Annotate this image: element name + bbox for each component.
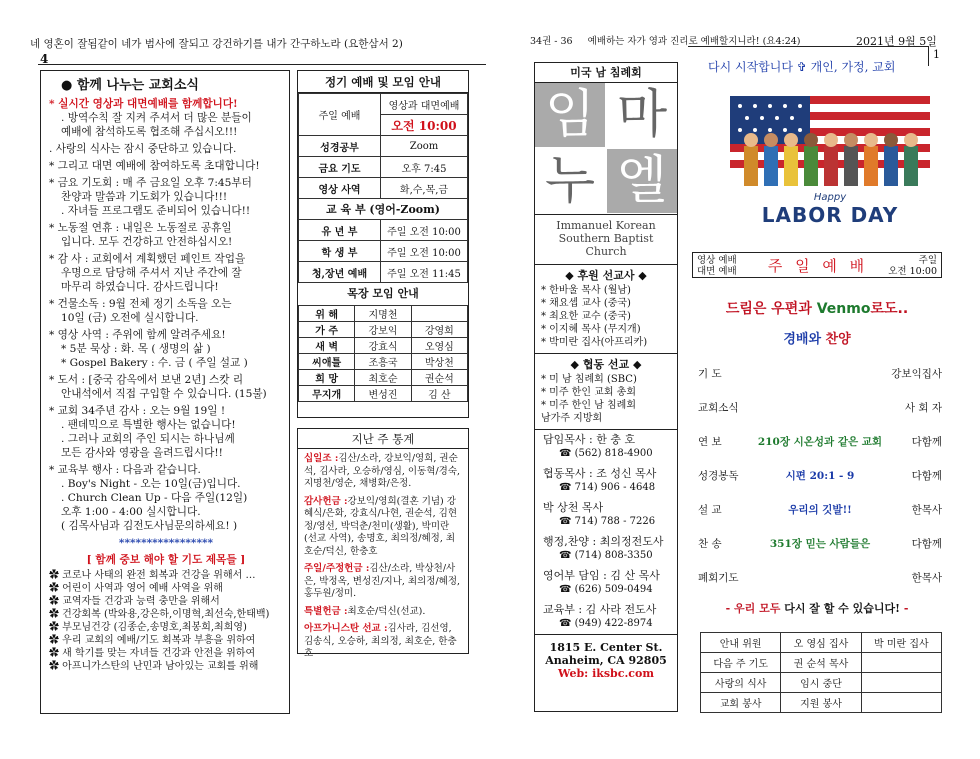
table-cell: 위 해	[299, 306, 355, 322]
weekly-section	[304, 453, 462, 491]
logo-char-1: 임	[535, 83, 605, 147]
table-cell: 화,수,목,금	[381, 178, 468, 199]
issue-number: 34권 - 36	[530, 36, 573, 47]
closing-3: -	[903, 602, 909, 615]
coop-item: * 미주 한인 남 침례회	[541, 400, 636, 411]
service-schedule-title: 정기 예배 및 모임 안내	[298, 71, 468, 93]
news-item	[49, 252, 283, 294]
staff-role: 행정,찬양 : 최의정전도사	[543, 535, 664, 548]
prayer-item: ✿ 우리 교회의 예배/기도 회복과 부흥을 위하여	[49, 635, 256, 646]
website-link[interactable]: Web: iksbc.com	[558, 667, 654, 680]
table-cell: 박상천	[411, 354, 467, 370]
news-item-lead: * 그리고 대면 예배에 참여하도록 초대합니다!	[49, 160, 260, 172]
coop-section	[535, 354, 677, 430]
staff-phone: ☎ (949) 422-8974	[559, 618, 653, 629]
table-cell	[411, 306, 467, 322]
table-row	[701, 633, 942, 653]
order-row	[698, 468, 942, 490]
table-cell: 박 미란 집사	[861, 633, 941, 653]
table-row	[299, 306, 468, 322]
denomination: 미국 남 침례회	[535, 63, 677, 83]
news-item-line: . Church Clean Up - 다음 주일(12일)	[61, 492, 248, 504]
prayer-item: ✿ 아프니가스탄의 난민과 남아있는 교회를 위해	[49, 661, 259, 672]
staff-phone: ☎ 714) 788 - 7226	[559, 516, 656, 527]
motto: 다시 시작합니다 ✞ 개인, 가정, 교회	[708, 60, 896, 74]
weekly-stats-box	[297, 428, 469, 659]
table-cell: 유 년 부	[299, 220, 381, 241]
table-cell: 강영희	[411, 322, 467, 338]
news-item-line: 안내석에서 직접 구입할 수 있습니다. (15불)	[61, 388, 267, 400]
table-cell: 오후 7:45	[381, 157, 468, 178]
table-cell: 주일 오전 10:00	[381, 220, 468, 241]
prayer-item: ✿ 어린이 사역과 영어 예배 사역을 위해	[49, 583, 223, 594]
banner-happy: Happy	[813, 192, 847, 203]
staff-phone: ☎ (562) 818-4900	[559, 448, 653, 459]
offering-text-3: 로도..	[870, 301, 909, 317]
sunday-note: 영상과 대면예배	[381, 94, 468, 115]
table-cell: 금요 기도	[299, 157, 381, 178]
news-item-lead: * 실시간 영상과 대면예배를 함께합니다!	[49, 98, 238, 110]
order-person: 강보익집사	[891, 368, 942, 380]
praise-1: 경배와	[783, 332, 822, 347]
missionary-item: * 박미란 집사(아프리카)	[541, 337, 648, 348]
address-line: Anaheim, CA 92805	[545, 654, 667, 667]
table-row	[299, 354, 468, 370]
table-cell	[861, 693, 941, 713]
staff-role: 박 상천 목사	[543, 501, 604, 514]
news-item-line: 우명으로 담당해 주셔서 지난 주간에 잘	[61, 267, 242, 279]
missionary-item: * 한바울 목사 (월남)	[541, 285, 631, 296]
coop-title: ◆ 협동 선교 ◆	[570, 358, 642, 371]
table-cell: 안내 위원	[701, 633, 781, 653]
table-row	[299, 262, 468, 283]
missionaries-title: ◆ 후원 선교사 ◆	[565, 269, 647, 282]
table-row	[701, 693, 942, 713]
closing-2: 다시 잘 할 수 있습니다!	[784, 602, 900, 615]
sunday-time: 오전 10:00	[381, 115, 468, 136]
order-item: 성경봉독	[698, 470, 739, 482]
table-cell: 주일 오전 11:45	[381, 262, 468, 283]
news-item-lead: * 도서 : [중국 감옥에서 보낸 2년] 스캇 리	[49, 374, 244, 386]
top-verse: 네 영혼이 잘됨같이 네가 범사에 잘되고 강건하기를 내가 간구하노라 (요한삼서 2)	[30, 38, 403, 50]
news-item-line: * 5분 묵상 : 화. 목 ( 생명의 삶 )	[61, 343, 211, 355]
table-cell	[861, 653, 941, 673]
weekly-text: 강보익/영희(결혼 기념) 강혜식/은화, 강효식/나현, 권순석, 김현정/영선, 박덕춘/천미(생활), 박미란(선교 사역), 송명호, 최의정/혜정, 최호순/덕신, 한충호	[304, 495, 457, 557]
news-item-lead: * 건물소독 : 9월 전체 정기 소독을 오는	[49, 298, 232, 310]
table-cell: 권순석	[411, 370, 467, 386]
english-name-line: Southern Baptist	[558, 232, 654, 245]
order-item: 폐회기도	[698, 572, 739, 584]
table-row	[299, 338, 468, 354]
table-row	[299, 322, 468, 338]
coop-item: * 미 남 침례회 (SBC)	[541, 374, 637, 385]
service-table	[298, 93, 468, 283]
news-item	[49, 297, 283, 325]
table-cell: 새 벽	[299, 338, 355, 354]
news-item	[49, 221, 283, 249]
table-cell: 강보익	[355, 322, 411, 338]
news-item-line: ( 김목사님과 김전도사님문의하세요! )	[61, 520, 238, 532]
table-cell: 지원 봉사	[781, 693, 861, 713]
staff-item	[535, 532, 677, 566]
table-cell: 교회 봉사	[701, 693, 781, 713]
prayer-item: ✿ 새 학기를 맞는 자녀들 건강과 안전을 위하여	[49, 648, 256, 659]
weekly-text: 김사라, 김선영, 김송식, 오승하, 최의정, 최호순, 한충호	[304, 623, 457, 659]
weekly-label: 아프가니스탄 선교 :	[304, 623, 388, 634]
order-detail: 시편 20:1 - 9	[785, 470, 855, 482]
news-item-line: 마무리 하였습니다. 감사드립니다!	[61, 281, 219, 293]
news-title: ● 함께 나누는 교회소식	[61, 78, 199, 93]
praise-label	[692, 328, 942, 347]
weekly-label: 주일/주정헌금 :	[304, 563, 370, 574]
news-item-lead: . 사랑의 식사는 잠시 중단하고 있습니다.	[49, 143, 237, 155]
weekly-section	[304, 496, 462, 559]
news-item-line: 입니다. 모두 건강하고 안전하십시오!	[61, 236, 233, 248]
table-row	[299, 136, 468, 157]
news-item-line: 10일 (금) 오전에 실시합니다.	[61, 312, 199, 324]
table-cell: 변성진	[355, 386, 411, 402]
order-person: 한목사	[911, 572, 942, 584]
news-item-line: 오후 1:00 - 4:00 실시합니다.	[61, 506, 201, 518]
staff-item	[535, 430, 677, 464]
news-item	[49, 176, 283, 218]
table-cell: 가 주	[299, 322, 355, 338]
table-row	[299, 220, 468, 241]
order-person: 다함께	[911, 538, 942, 550]
order-item: 찬 송	[698, 538, 722, 550]
news-item-line: . 방역수칙 잘 지켜 주셔서 더 많은 분들이	[61, 112, 252, 124]
prayer-item: ✿ 건강회복 (박와용,강은하,이명혁,최선숙,한태백)	[49, 609, 270, 620]
service-schedule-box	[297, 70, 469, 418]
news-item	[49, 373, 283, 401]
center-verse: 예배하는 자가 영과 진리로 예배할지니라! (요4:24)	[587, 36, 801, 47]
venmo-text: Venmo	[816, 301, 871, 317]
page-number-right: 1	[933, 48, 940, 61]
weekly-section	[304, 563, 462, 601]
table-cell: 오 영심 집사	[781, 633, 861, 653]
missionary-item: * 최요한 교수 (중국)	[541, 311, 631, 322]
english-name	[535, 215, 677, 265]
table-row	[701, 673, 942, 693]
staff-role: 영어부 담임 : 김 산 목사	[543, 569, 660, 582]
stars-divider: *****************	[118, 537, 214, 549]
table-cell: 주일 오전 10:00	[381, 241, 468, 262]
staff-role: 협동목사 : 조 성신 목사	[543, 467, 657, 480]
header-left-1: 영상 예배	[697, 255, 737, 266]
logo-char-3: 누	[544, 151, 596, 211]
order-item: 기 도	[698, 368, 722, 380]
header-right-1: 주일	[918, 255, 937, 266]
order-person: 한목사	[911, 504, 942, 516]
divider	[928, 46, 929, 66]
table-row	[701, 653, 942, 673]
news-item-lead: * 교회 34주년 감사 : 오는 9월 19일 !	[49, 405, 226, 417]
weekly-text: 김산/소라, 강보익/영희, 권순석, 김사라, 오승하/영심, 이동혁/경숙, 지명천/영순, 채병화/은정.	[304, 453, 461, 489]
order-item: 설 교	[698, 504, 722, 516]
staff-item	[535, 498, 677, 532]
center-header	[530, 33, 801, 47]
order-row	[698, 434, 942, 456]
offering-notice	[692, 298, 942, 318]
coop-item: 남가주 지방회	[541, 413, 603, 424]
church-address	[535, 635, 677, 686]
staff-phone: ☎ (626) 509-0494	[559, 584, 653, 595]
english-name-line: Church	[585, 245, 627, 258]
news-item-lead: * 교육부 행사 : 다음과 같습니다.	[49, 464, 201, 476]
table-cell: 권 순석 목사	[781, 653, 861, 673]
news-item	[49, 97, 283, 139]
weekly-section	[304, 606, 462, 619]
coop-item: * 미주 한인 교회 총회	[541, 387, 636, 398]
news-item-line: . 그러나 교회의 주인 되시는 하나님께	[61, 433, 235, 445]
order-person: 다함께	[911, 436, 942, 448]
staff-item	[535, 464, 677, 498]
bulletin-date: 2021년 9월 5일	[856, 35, 937, 48]
weekly-text: 최호순/덕신(선교).	[347, 605, 426, 617]
weekly-label: 감사헌금 :	[304, 495, 348, 507]
news-item-lead: * 금요 기도회 : 매 주 금요일 오후 7:45부터	[49, 177, 252, 189]
prayer-list	[49, 569, 283, 673]
staff-item	[535, 566, 677, 600]
missionaries-section	[535, 265, 677, 354]
staff-list	[535, 430, 677, 635]
order-detail: 351장 믿는 사람들은	[769, 538, 871, 550]
table-row	[299, 370, 468, 386]
weekly-text: 김산/소라, 박상천/사은, 박정옥, 변성진/지나, 최의정/혜정, 홍두원/정미.	[304, 563, 461, 599]
header-title: 주 일 예 배	[767, 257, 869, 275]
offering-text-1: 드림은 우편과	[725, 301, 812, 317]
header-left-2: 대면 예배	[697, 266, 737, 277]
banner-labor-day: LABOR DAY	[761, 203, 899, 227]
table-cell: 희 망	[299, 370, 355, 386]
news-item-lead: * 영상 사역 : 주위에 함께 알려주세요!	[49, 329, 226, 341]
news-item	[49, 404, 283, 460]
news-item-line: . 자녀들 프로그램도 준비되어 있습니다!!	[61, 205, 251, 217]
zone-table	[298, 305, 468, 402]
english-name-line: Immanuel Korean	[556, 219, 656, 232]
praise-2: 찬양	[825, 332, 851, 347]
news-item-line: . 팬데믹으로 특별한 행사는 없습니다!	[61, 419, 236, 431]
prayer-item: ✿ 부모님건강 (김종순,송명호,최봉희,최희영)	[49, 622, 247, 633]
order-row	[698, 570, 942, 592]
order-row	[698, 536, 942, 558]
duty-table	[700, 632, 942, 713]
divider	[688, 46, 928, 47]
sunday-label: 주일 예배	[299, 94, 381, 136]
table-cell: 임시 중단	[781, 673, 861, 693]
staff-phone: ☎ 714) 906 - 4648	[559, 482, 656, 493]
table-cell: Zoom	[381, 136, 468, 157]
news-list	[49, 97, 283, 533]
page-number-left: 4	[40, 52, 49, 66]
news-item-line: 모든 감사와 영광을 올려드립시다!!	[61, 447, 223, 459]
closing-1: - 우리 모두	[725, 602, 781, 615]
staff-phone: ☎ (714) 808-3350	[559, 550, 653, 561]
weekly-stats-body	[298, 449, 468, 670]
prayer-title: [ 함께 중보 해야 할 기도 제목들 ]	[86, 554, 246, 566]
news-item	[49, 328, 283, 370]
table-cell: 오영심	[411, 338, 467, 354]
news-item-lead: * 노동절 연휴 : 내일은 노동절로 공휴일	[49, 222, 232, 234]
news-item-line: 예배에 참석하도록 협조해 주십시오!!!	[61, 126, 238, 138]
divider	[38, 64, 486, 65]
closing-message	[692, 600, 942, 616]
order-row	[698, 400, 942, 422]
order-detail: 우리의 깃발!!	[788, 504, 852, 516]
table-cell: 무지개	[299, 386, 355, 402]
table-cell: 지명천	[355, 306, 411, 322]
edu-title: 교 육 부 (영어-Zoom)	[299, 199, 468, 220]
news-item-line: * Gospel Bakery : 수. 금 ( 주일 설교 )	[61, 357, 248, 369]
table-cell: 조흥국	[355, 354, 411, 370]
table-cell: 다음 주 기도	[701, 653, 781, 673]
table-cell: 성경공부	[299, 136, 381, 157]
labor-day-banner	[720, 86, 940, 244]
prayer-item: ✿ 코로나 사태의 완전 회복과 건강을 위해서 …	[49, 570, 256, 581]
table-cell: 영상 사역	[299, 178, 381, 199]
order-person: 다함께	[911, 470, 942, 482]
order-row	[698, 366, 942, 388]
news-item	[49, 463, 283, 533]
table-cell: 최호순	[355, 370, 411, 386]
logo-char-2: 마	[616, 85, 668, 145]
zone-title: 목장 모임 안내	[347, 287, 419, 300]
table-row	[299, 178, 468, 199]
order-person: 사 회 자	[904, 402, 942, 414]
table-row	[299, 157, 468, 178]
table-cell: 사랑의 식사	[701, 673, 781, 693]
staff-role: 교육부 : 김 사라 전도사	[543, 603, 657, 616]
weekly-label: 특별헌금 :	[304, 605, 348, 617]
missionary-item: * 채요셉 교사 (중국)	[541, 298, 631, 309]
church-info-box	[534, 62, 678, 712]
news-item	[49, 142, 283, 156]
table-row	[299, 241, 468, 262]
table-cell: 씨애틀	[299, 354, 355, 370]
table-cell: 강효식	[355, 338, 411, 354]
prayer-item: ✿ 교역자들 건강과 능력 충만을 위해서	[49, 596, 220, 607]
weekly-label: 십일조 :	[304, 453, 339, 464]
news-item-line: 찬양과 말씀과 기도회가 있습니다!!!	[61, 191, 228, 203]
header-right-2: 오전 10:00	[888, 266, 937, 277]
table-cell: 청,장년 예배	[299, 262, 381, 283]
order-detail: 210장 시온성과 같은 교회	[757, 436, 883, 448]
address-line: 1815 E. Center St.	[549, 641, 663, 654]
order-item: 연 보	[698, 436, 722, 448]
news-item-lead: * 감 사 : 교회에서 계획했던 페인트 작업을	[49, 253, 246, 265]
logo-char-4: 엘	[607, 149, 677, 213]
weekly-stats-title: 지난 주 통계	[298, 429, 468, 449]
church-logo	[535, 83, 677, 215]
staff-item	[535, 600, 677, 634]
order-item: 교회소식	[698, 402, 739, 414]
missionary-item: * 이지혜 목사 (무지개)	[541, 324, 641, 335]
table-row	[299, 386, 468, 402]
news-item	[49, 159, 283, 173]
table-cell	[861, 673, 941, 693]
staff-role: 담임목사 : 한 충 호	[543, 433, 636, 446]
table-cell: 학 생 부	[299, 241, 381, 262]
order-row	[698, 502, 942, 524]
news-item-line: . Boy's Night - 오는 10일(금)입니다.	[61, 478, 241, 490]
church-news-box	[40, 70, 290, 714]
sunday-service-header	[692, 252, 942, 278]
table-cell: 김 산	[411, 386, 467, 402]
weekly-section	[304, 623, 462, 661]
